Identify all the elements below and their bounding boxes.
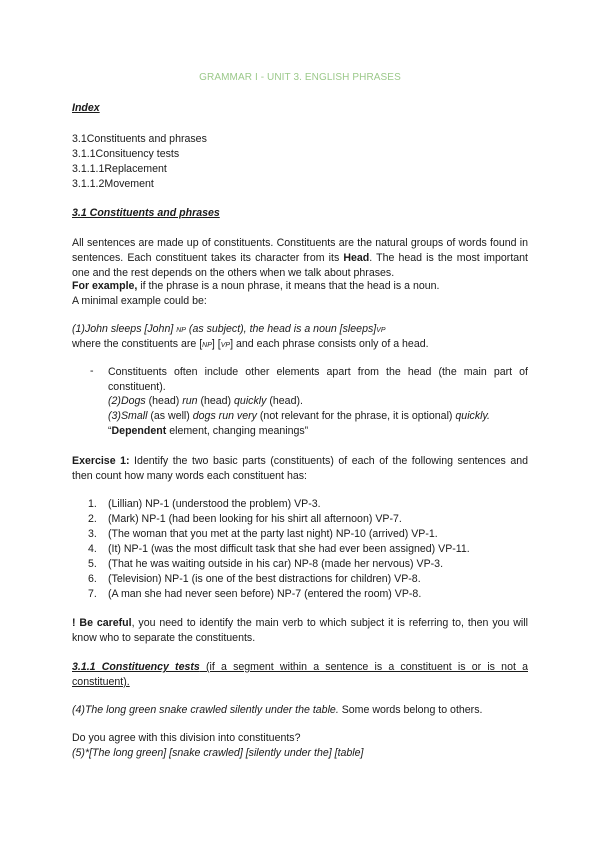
- index-item: 3.1.1Consituency tests: [72, 148, 180, 160]
- example-2: (2)Dogs (head) run (head) quickly (head).: [108, 395, 303, 407]
- example-5: (5)*[The long green] [snake crawled] [silently under the] [table]: [72, 747, 364, 759]
- careful-note: ! Be careful, you need to identify the main verb to which subject it is referring to, then you will know who to separate the constituents.: [72, 617, 528, 644]
- example-4: (4)The long green snake crawled silently under the table. Some words belong to others.: [72, 704, 483, 716]
- dependent-note: “Dependent element, changing meanings”: [108, 425, 309, 437]
- exercise-1-instructions: Exercise 1: Identify the two basic parts (constituents) of each of the following sentences and then count how many words each constituent has:: [72, 455, 528, 482]
- question-line: Do you agree with this division into constituents?: [72, 732, 301, 744]
- example-1: (1)John sleeps [John] NP (as subject), the head is a noun [sleeps]VP: [72, 323, 386, 335]
- section-heading-3-1: 3.1 Constituents and phrases: [72, 207, 220, 219]
- bullet-dash: -: [90, 365, 94, 377]
- minimal-example-line: A minimal example could be:: [72, 295, 207, 307]
- section-heading-3-1-1: 3.1.1 Constituency tests (if a segment within a sentence is a constituent is or is not a constituent).: [72, 661, 528, 688]
- paragraph-constituents: All sentences are made up of constituents. Constituents are the natural groups of words found in sentences. Each constituent takes its character from its Head. The head is the most important one and the rest depends on the others when we talk about phrases.: [72, 237, 528, 279]
- index-item: 3.1Constituents and phrases: [72, 133, 207, 145]
- index-heading: Index: [72, 102, 100, 114]
- for-example-line: For example, if the phrase is a noun phrase, it means that the head is a noun.: [72, 280, 440, 292]
- where-line: where the constituents are [NP] [VP] and each phrase consists only of a head.: [72, 338, 429, 350]
- example-3: (3)Small (as well) dogs run very (not relevant for the phrase, it is optional) quickly.: [108, 410, 490, 422]
- index-item: 3.1.1.2Movement: [72, 178, 154, 190]
- index-item: 3.1.1.1Replacement: [72, 163, 167, 175]
- bullet-text: Constituents often include other elements apart from the head (the main part of constituent).: [108, 366, 528, 393]
- page-title: GRAMMAR I - UNIT 3. ENGLISH PHRASES: [199, 72, 401, 83]
